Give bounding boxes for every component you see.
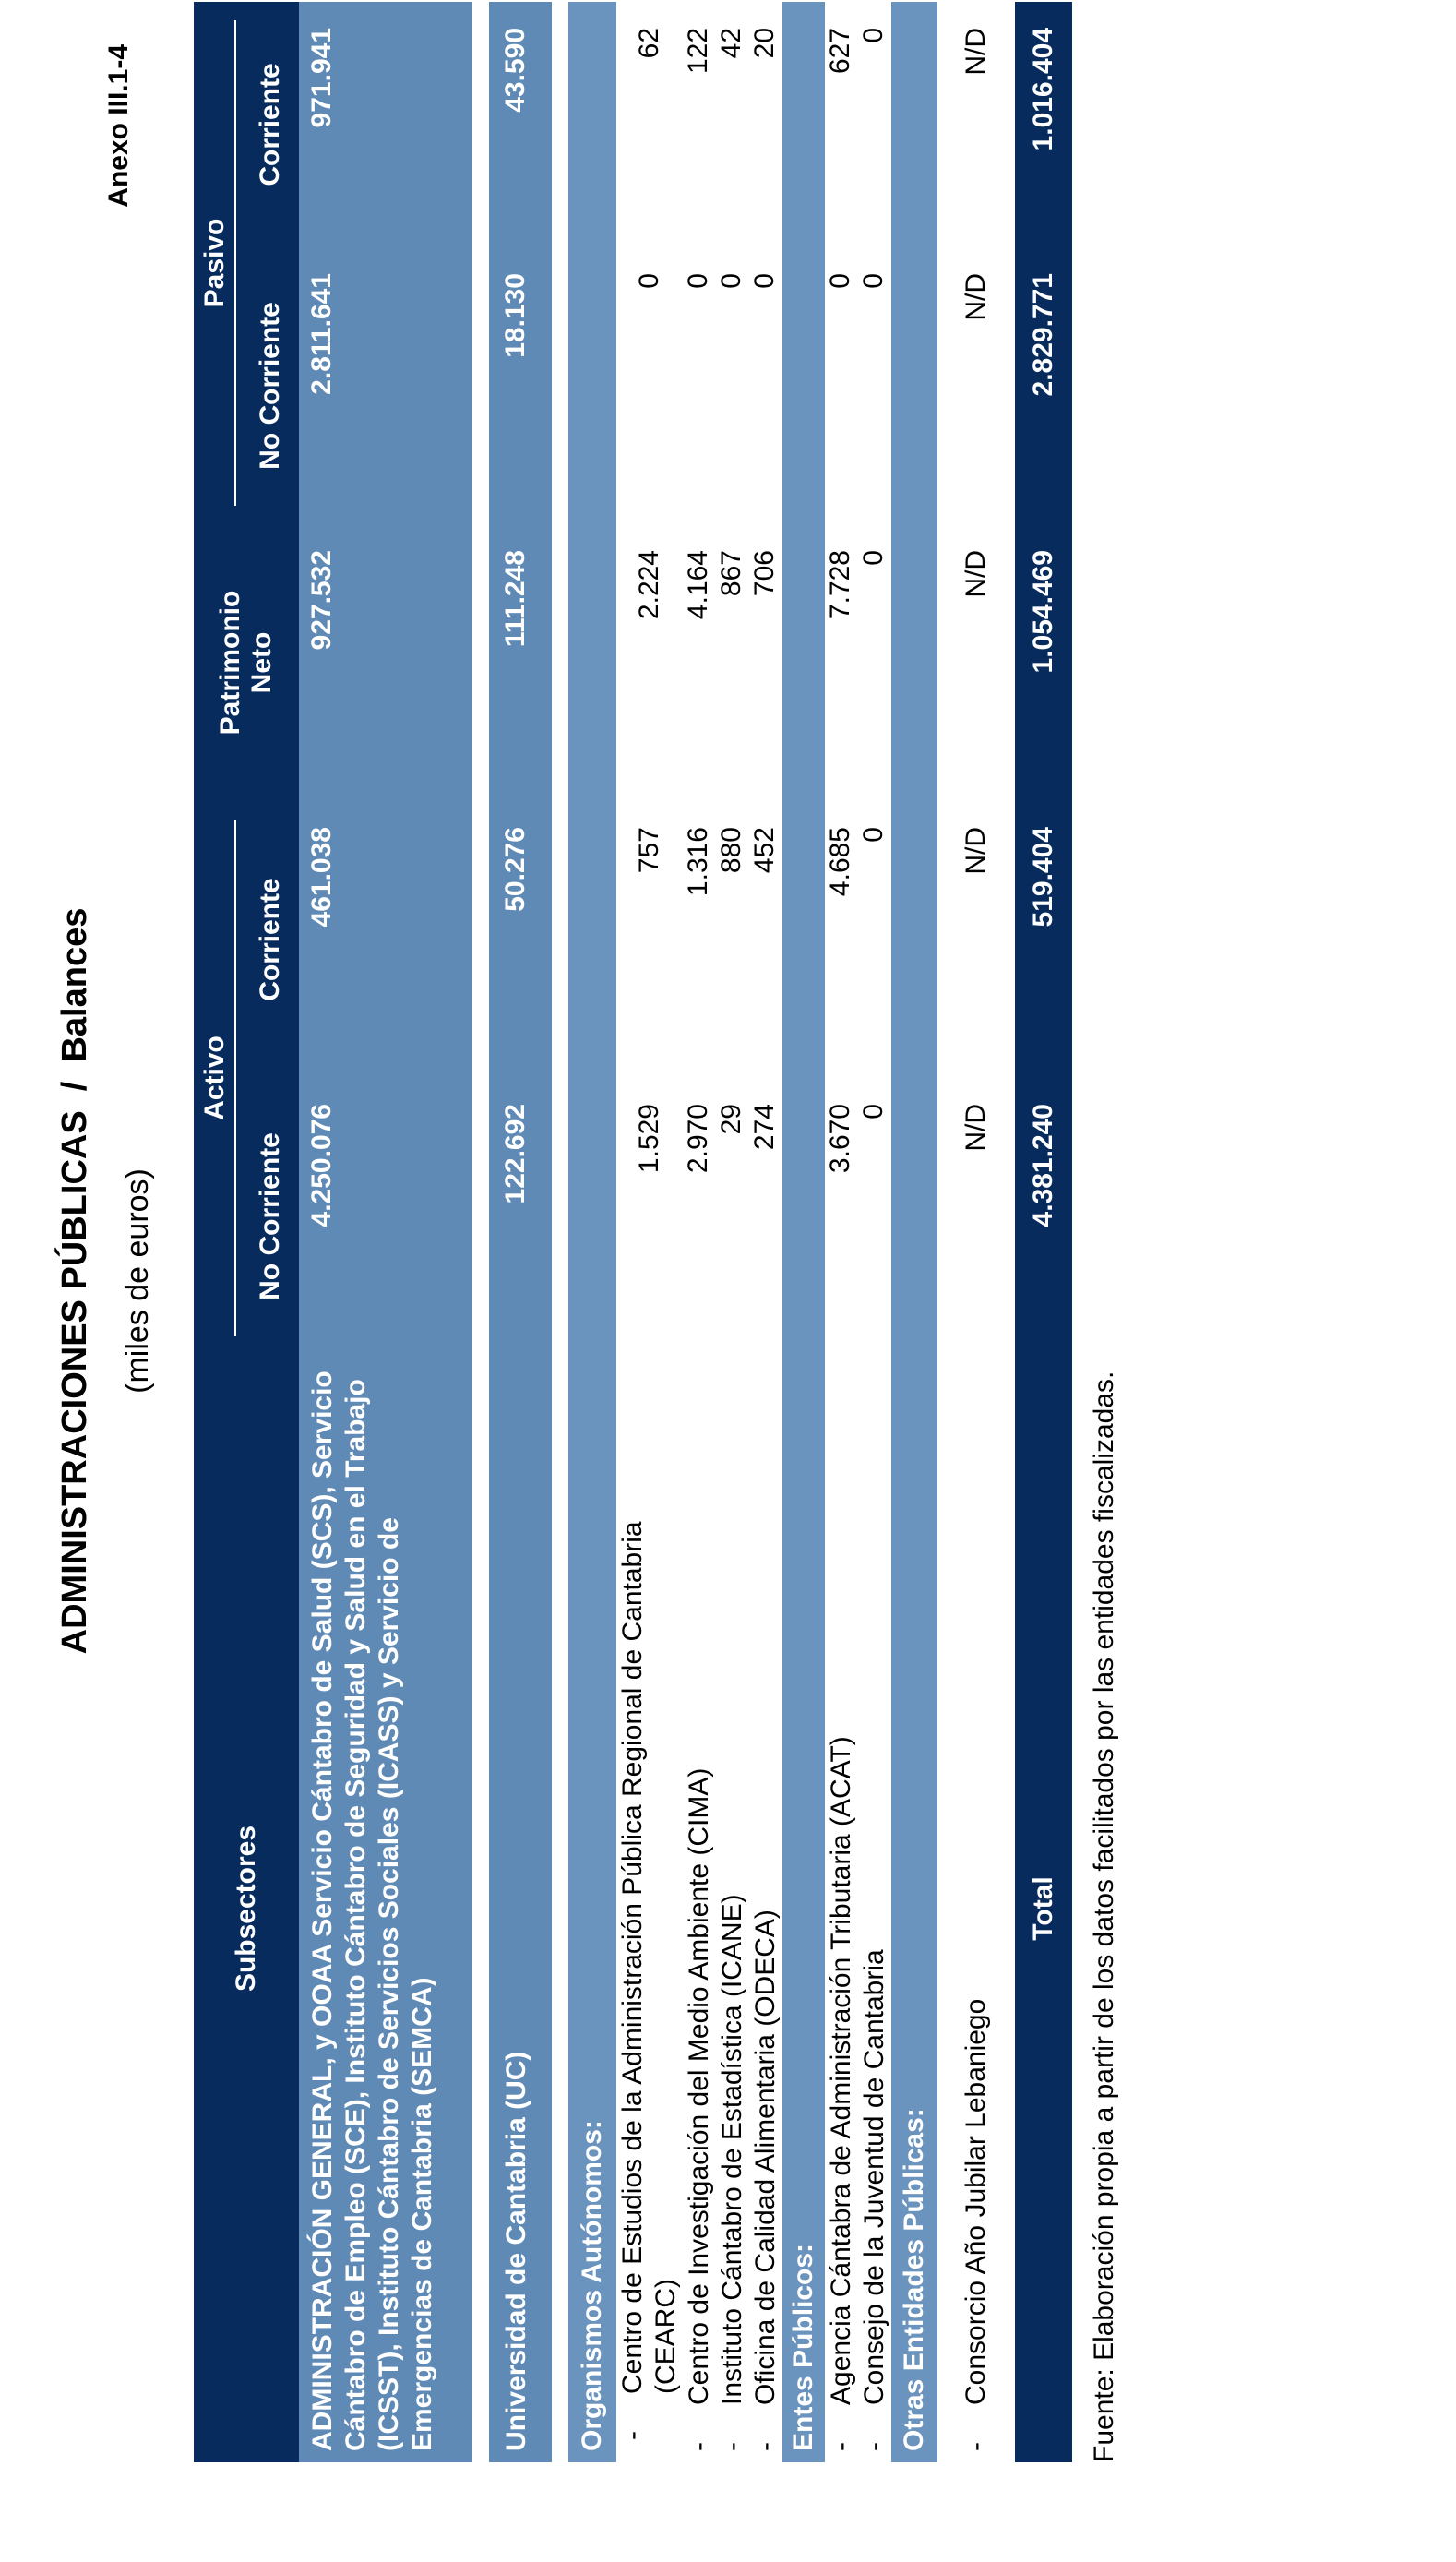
cell-value: 1.316	[683, 827, 713, 897]
cell-value: 111.248	[500, 550, 531, 648]
cell-value: 2.811.641	[306, 273, 337, 395]
row-label	[716, 1355, 749, 2462]
cell-value: 867	[716, 550, 746, 597]
row-label-text: Instituto Cántabro de Estadística (ICANE)	[717, 1894, 747, 2405]
cell-value: 0	[749, 273, 780, 289]
cell-value: 4.685	[825, 827, 855, 897]
row-dash: -	[617, 2431, 648, 2440]
cell-value: 927.532	[306, 550, 337, 651]
row-label	[858, 1355, 891, 2462]
row-label-text: Consejo de la Juventud de Cantabria	[859, 1949, 889, 2405]
annex-label: Anexo III.1-4	[103, 44, 134, 208]
cell-value: 2.829.771	[1028, 273, 1058, 397]
group-organismos	[568, 2, 616, 2462]
row-total-label: Total	[1028, 1876, 1058, 1941]
header-pasivo-corriente: Corriente	[255, 63, 285, 186]
row-separator	[552, 2, 568, 2462]
row-label-text: Consorcio Año Jubilar Lebaniego	[961, 1998, 991, 2405]
cell-value: 1.016.404	[1028, 27, 1058, 151]
row-label-text: Agencia Cántabra de Administración Tributaria (ACAT)	[826, 1736, 856, 2405]
table-row	[683, 2, 716, 2462]
row-label-text: Oficina de Calidad Alimentaria (ODECA)	[750, 1910, 781, 2405]
header-activo-corriente: Corriente	[255, 878, 285, 1001]
cell-value: 461.038	[306, 827, 337, 928]
page-subtitle: (miles de euros)	[120, 1168, 155, 1394]
table-row	[858, 2, 891, 2462]
table-row	[825, 2, 858, 2462]
row-dash: -	[859, 2442, 889, 2451]
group-fill	[782, 2, 825, 1355]
cell-value: 2.970	[683, 1104, 713, 1174]
row-dash: -	[750, 2442, 781, 2451]
table-row	[616, 2, 683, 2462]
group-otras	[891, 2, 937, 2462]
group-organismos-label: Organismos Autónomos:	[577, 2120, 607, 2451]
row-total	[1015, 2, 1072, 2462]
cell-value: 0	[634, 273, 664, 289]
cell-value: 452	[749, 827, 780, 874]
cell-value: 0	[716, 273, 746, 289]
cell-value: N/D	[961, 273, 991, 321]
cell-value: 880	[716, 827, 746, 874]
table-row	[749, 2, 782, 2462]
cell-value: 0	[858, 550, 889, 566]
cell-value: 0	[858, 827, 889, 843]
cell-value: 1.529	[634, 1104, 664, 1174]
row-label	[683, 1355, 716, 2462]
cell-value: 627	[825, 27, 855, 75]
row-label	[825, 1355, 858, 2462]
row-dash: -	[717, 2442, 747, 2451]
cell-value: 0	[858, 273, 889, 289]
cell-value: 0	[825, 273, 855, 289]
header-pasivo	[194, 2, 242, 524]
cell-value: 519.404	[1028, 827, 1058, 928]
row-universidad	[489, 2, 552, 2462]
row-dash: -	[826, 2442, 856, 2451]
cell-value: 29	[716, 1104, 746, 1135]
cell-value: 0	[858, 1104, 889, 1119]
header-activo	[194, 801, 242, 1355]
cell-value: 7.728	[825, 550, 855, 620]
cell-value: 274	[749, 1104, 780, 1151]
row-dash: -	[961, 2442, 991, 2451]
row-universidad-label: Universidad de Cantabria (UC)	[501, 2051, 531, 2451]
row-label	[616, 1355, 683, 2462]
header-row-1	[194, 2, 242, 2462]
row-label	[937, 1355, 1015, 2462]
cell-value: 50.276	[500, 827, 531, 912]
cell-value: 0	[858, 27, 889, 43]
group-entes-label: Entes Públicos:	[788, 2243, 818, 2451]
row-admin-general	[299, 2, 472, 2462]
balances-table	[194, 2, 1072, 2462]
cell-value: 43.590	[500, 27, 531, 113]
row-separator	[472, 2, 489, 2462]
cell-value: N/D	[961, 827, 991, 875]
cell-value: 706	[749, 550, 780, 597]
header-activo-label: Activo	[199, 820, 236, 1336]
header-pasivo-no-corriente: No Corriente	[255, 302, 285, 470]
row-admin-general-label: ADMINISTRACIÓN GENERAL, y OOAA Servicio Cántabro de Salud (SCS), Servicio Cántabro de Empleo (SCE), Instituto Cántabro de Seguridad y Salud en el Trabajo (ICSST), Instituto Cántabro de Servicios Sociales (ICASS) y Servicio de Emergencias de Cantabria (SEMCA)	[307, 1371, 437, 2451]
row-label-text: Centro de Estudios de la Administración Pública Regional de Cantabria (CEARC)	[617, 1521, 681, 2394]
source-note: Fuente: Elaboración propia a partir de los datos facilitados por las entidades fiscalizadas.	[1089, 1371, 1119, 2462]
cell-value: 122	[683, 27, 713, 75]
cell-value: 20	[749, 27, 780, 59]
cell-value: 18.130	[500, 273, 531, 358]
group-otras-label: Otras Entidades Públicas:	[899, 2108, 929, 2451]
cell-value: 1.054.469	[1028, 550, 1058, 674]
cell-value: N/D	[961, 1104, 991, 1152]
cell-value: 62	[634, 27, 664, 59]
row-label	[749, 1355, 782, 2462]
cell-value: N/D	[961, 27, 991, 76]
group-entes	[782, 2, 825, 2462]
cell-value: N/D	[961, 550, 991, 598]
header-pasivo-label: Pasivo	[199, 20, 236, 506]
cell-value: 0	[683, 273, 713, 289]
cell-value: 4.164	[683, 550, 713, 620]
cell-value: 4.381.240	[1028, 1104, 1058, 1227]
group-fill	[891, 2, 937, 1355]
cell-value: 4.250.076	[306, 1104, 337, 1227]
header-activo-no-corriente: No Corriente	[255, 1132, 285, 1300]
cell-value: 3.670	[825, 1104, 855, 1174]
cell-value: 42	[716, 27, 746, 59]
header-subsectores: Subsectores	[231, 1825, 261, 1993]
cell-value: 971.941	[306, 27, 337, 128]
page-title: ADMINISTRACIONES PÚBLICAS / Balances	[55, 907, 94, 1655]
row-dash: -	[684, 2442, 714, 2451]
group-fill	[568, 2, 616, 1355]
table-row	[937, 2, 1015, 2462]
cell-value: 122.692	[500, 1104, 531, 1204]
cell-value: 2.224	[634, 550, 664, 620]
header-patrimonio-neto: Patrimonio Neto	[215, 590, 277, 736]
table-row	[716, 2, 749, 2462]
cell-value: 757	[634, 827, 664, 874]
row-label-text: Centro de Investigación del Medio Ambiente (CIMA)	[684, 1767, 714, 2405]
